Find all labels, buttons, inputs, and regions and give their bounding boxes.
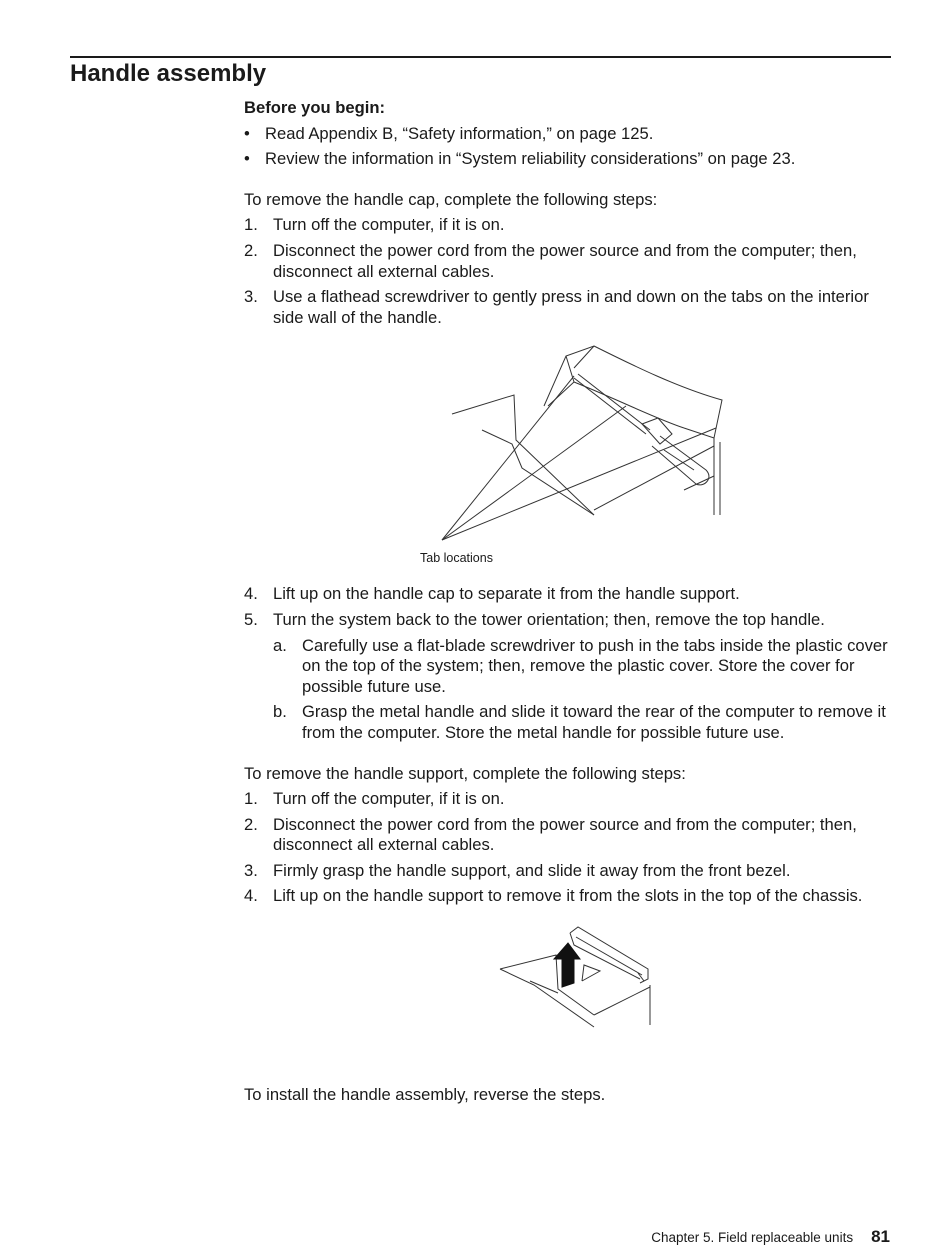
step-item: 1. Turn off the computer, if it is on. (244, 215, 505, 235)
prereq-item: • Review the information in “System reliability considerations” on page 23. (244, 149, 796, 169)
step-text: Turn off the computer, if it is on. (273, 215, 505, 235)
step-text: Turn off the computer, if it is on. (273, 789, 505, 809)
step-text: Disconnect the power cord from the power source and from the computer; then, disconnect all external cables. (273, 814, 857, 855)
page-title: Handle assembly (70, 60, 267, 87)
step-item: 3. Firmly grasp the handle support, and slide it away from the front bezel. (244, 860, 791, 880)
substep-item: a. Carefully use a flat-blade screwdriver to push in the tabs inside the plastic cover on the top of the system; then, remove the plastic cover. Store the cover for possible future use. (273, 635, 888, 696)
cap-intro: To remove the handle cap, complete the following steps: (244, 189, 658, 209)
handle-cap-illustration (394, 340, 734, 555)
support-intro: To remove the handle support, complete the following steps: (244, 763, 686, 783)
substep-text: Carefully use a flat-blade screwdriver to push in the tabs inside the plastic cover on the top of the system; then, remove the plastic cover. Store the cover for possible future use. (302, 635, 888, 696)
footer-chapter: Chapter 5. Field replaceable units (651, 1230, 854, 1245)
step-text: Lift up on the handle support to remove it from the slots in the top of the chassis. (273, 886, 863, 906)
cap-steps-continued (244, 584, 894, 743)
step-text: Use a flathead screwdriver to gently press in and down on the tabs on the interior side wall of the handle. (273, 287, 869, 327)
figure-caption: Tab locations (420, 551, 493, 566)
step-text: Turn the system back to the tower orientation; then, remove the top handle. (273, 609, 825, 629)
substep-text: Grasp the metal handle and slide it toward the rear of the computer to remove it from the computer. Store the metal handle for possible future use. (302, 702, 886, 742)
substeps (273, 636, 894, 744)
figure-tab-locations (244, 334, 894, 578)
step-text: Firmly grasp the handle support, and slide it away from the front bezel. (273, 860, 791, 880)
step-text: Lift up on the handle cap to separate it from the handle support. (273, 584, 740, 604)
figure-handle-support (244, 913, 894, 1065)
install-note: To install the handle assembly, reverse the steps. (244, 1085, 606, 1105)
cap-steps (244, 215, 894, 328)
step-item: 2. Disconnect the power cord from the power source and from the computer; then, disconnect all external cables. (244, 240, 857, 281)
step-item: 1. Turn off the computer, if it is on. (244, 789, 505, 809)
step-item: 4. Lift up on the handle cap to separate it from the handle support. (244, 584, 740, 604)
step-text: Disconnect the power cord from the power source and from the computer; then, disconnect all external cables. (273, 240, 857, 281)
step-item: 5. Turn the system back to the tower orientation; then, remove the top handle. a. Carefully use a flat-blade screwdriver to push in the tabs inside the plastic cover on the top of the system; then, remove the plastic cover. Store the cover for possible future use. b. Grasp the metal handle and slide it toward the rear of the computer to remove it from the computer. Store the metal handle for possible future use. (244, 610, 894, 744)
substep-item: b. Grasp the metal handle and slide it toward the rear of the computer to remove it from the computer. Store the metal handle for possible future use. (273, 702, 886, 742)
prereq-list (244, 124, 894, 170)
step-item: 4. Lift up on the handle support to remove it from the slots in the top of the chassis. (244, 886, 863, 906)
support-steps (244, 789, 894, 907)
page-number: 81 (871, 1227, 890, 1246)
prereq-text: Review the information in “System reliability considerations” on page 23. (265, 149, 796, 169)
step-item: 3. Use a flathead screwdriver to gently press in and down on the tabs on the interior side wall of the handle. (244, 287, 869, 327)
handle-support-illustration (494, 923, 664, 1035)
prereq-text: Read Appendix B, “Safety information,” on page 125. (265, 123, 654, 143)
step-item: 2. Disconnect the power cord from the power source and from the computer; then, disconnect all external cables. (244, 814, 857, 855)
before-you-begin-heading: Before you begin: (244, 98, 386, 117)
page-footer (0, 1226, 890, 1249)
prereq-item: • Read Appendix B, “Safety information,” on page 125. (244, 123, 654, 143)
page-content (244, 96, 894, 1122)
